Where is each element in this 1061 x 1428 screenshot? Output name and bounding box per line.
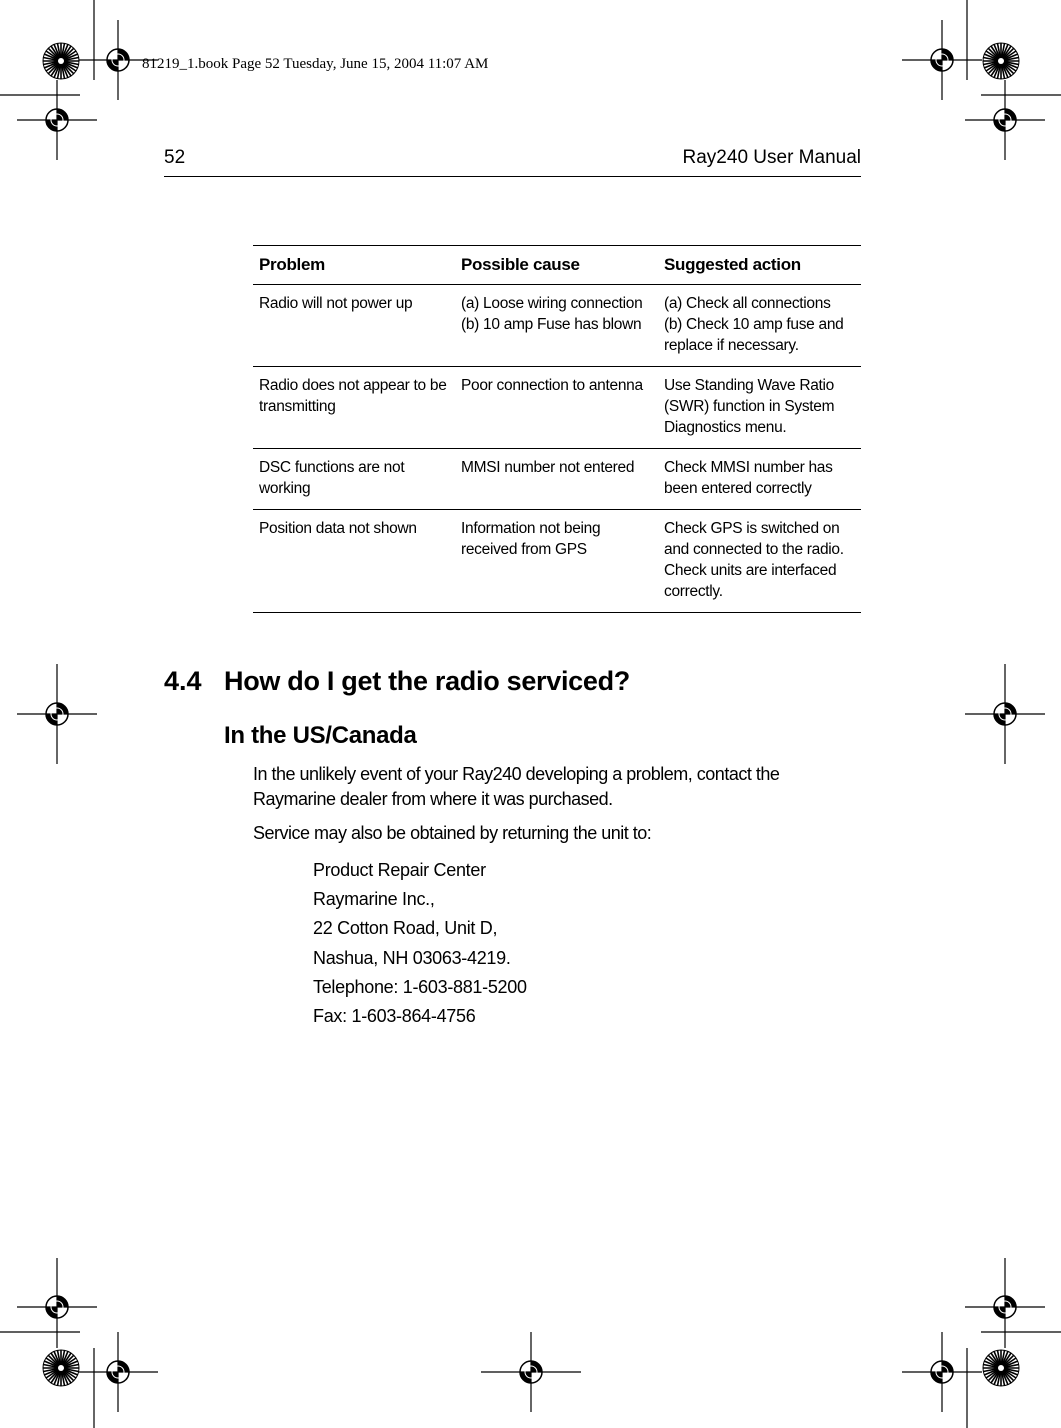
- address-line: Product Repair Center: [313, 860, 486, 880]
- table-row: [253, 449, 861, 510]
- cell-line: Diagnostics menu.: [664, 419, 787, 436]
- cell-line: (a) Check all connections: [664, 295, 831, 312]
- cell-line: (b) 10 amp Fuse has blown: [461, 316, 642, 333]
- cell-line: been entered correctly: [664, 480, 812, 497]
- cell-line: working: [259, 480, 311, 497]
- cell-line: replace if necessary.: [664, 337, 799, 354]
- cell-line: Check MMSI number has: [664, 459, 833, 476]
- cell-line: (b) Check 10 amp fuse and: [664, 316, 844, 333]
- column-header-problem: Problem: [253, 246, 455, 285]
- cell-problem: [253, 285, 455, 367]
- cell-line: Poor connection to antenna: [461, 377, 643, 394]
- address-line: Nashua, NH 03063-4219.: [313, 947, 511, 968]
- cell-line: received from GPS: [461, 541, 587, 558]
- table-row: [253, 367, 861, 449]
- cell-line: and connected to the radio.: [664, 541, 844, 558]
- subsection-heading: In the US/Canada: [224, 722, 417, 749]
- telephone: Telephone: 1-603-881-5200: [313, 976, 527, 997]
- cell-line: Position data not shown: [259, 520, 417, 537]
- page-number: 52: [164, 147, 186, 168]
- cell-line: Information not being: [461, 520, 601, 537]
- column-header-cause: Possible cause: [455, 246, 658, 285]
- column-header-action: Suggested action: [658, 246, 861, 285]
- body-paragraph: In the unlikely event of your Ray240 developing a problem, contact the Raymarine dealer from where it was purchased.: [253, 764, 780, 809]
- cell-problem: [253, 449, 455, 510]
- body-paragraph: Service may also be obtained by returning the unit to:: [253, 823, 652, 843]
- cell-line: MMSI number not entered: [461, 459, 635, 476]
- cell-line: Check units are interfaced: [664, 562, 837, 579]
- cell-cause: [455, 285, 658, 367]
- print-slug: 81219_1.book Page 52 Tuesday, June 15, 2004 11:07 AM: [142, 56, 489, 72]
- table-row: [253, 285, 861, 367]
- troubleshooting-table: [253, 245, 861, 613]
- cell-line: Check GPS is switched on: [664, 520, 840, 537]
- cell-line: correctly.: [664, 583, 723, 600]
- cell-line: (SWR) function in System: [664, 398, 835, 415]
- cell-line: DSC functions are not: [259, 459, 405, 476]
- cell-action: [658, 285, 861, 367]
- section-title: How do I get the radio serviced?: [224, 666, 630, 696]
- cell-line: transmitting: [259, 398, 336, 415]
- table-header-row: [253, 246, 861, 285]
- cell-cause: [455, 510, 658, 613]
- cell-problem: [253, 367, 455, 449]
- cell-action: [658, 510, 861, 613]
- cell-action: [658, 367, 861, 449]
- running-header-title: Ray240 User Manual: [682, 147, 861, 168]
- cell-line: Radio does not appear to be: [259, 377, 447, 394]
- address-line: Raymarine Inc.,: [313, 889, 435, 910]
- address-line: 22 Cotton Road, Unit D,: [313, 918, 498, 939]
- cell-line: Radio will not power up: [259, 295, 413, 312]
- header-rule: [164, 176, 861, 177]
- cell-problem: [253, 510, 455, 613]
- cell-line: (a) Loose wiring connection: [461, 295, 643, 312]
- cell-line: Use Standing Wave Ratio: [664, 377, 835, 394]
- cell-action: [658, 449, 861, 510]
- section-number: 4.4: [164, 666, 202, 696]
- cell-cause: [455, 449, 658, 510]
- service-address: [313, 856, 527, 1031]
- cell-cause: [455, 367, 658, 449]
- fax: Fax: 1-603-864-4756: [313, 1006, 476, 1027]
- table-row: [253, 510, 861, 613]
